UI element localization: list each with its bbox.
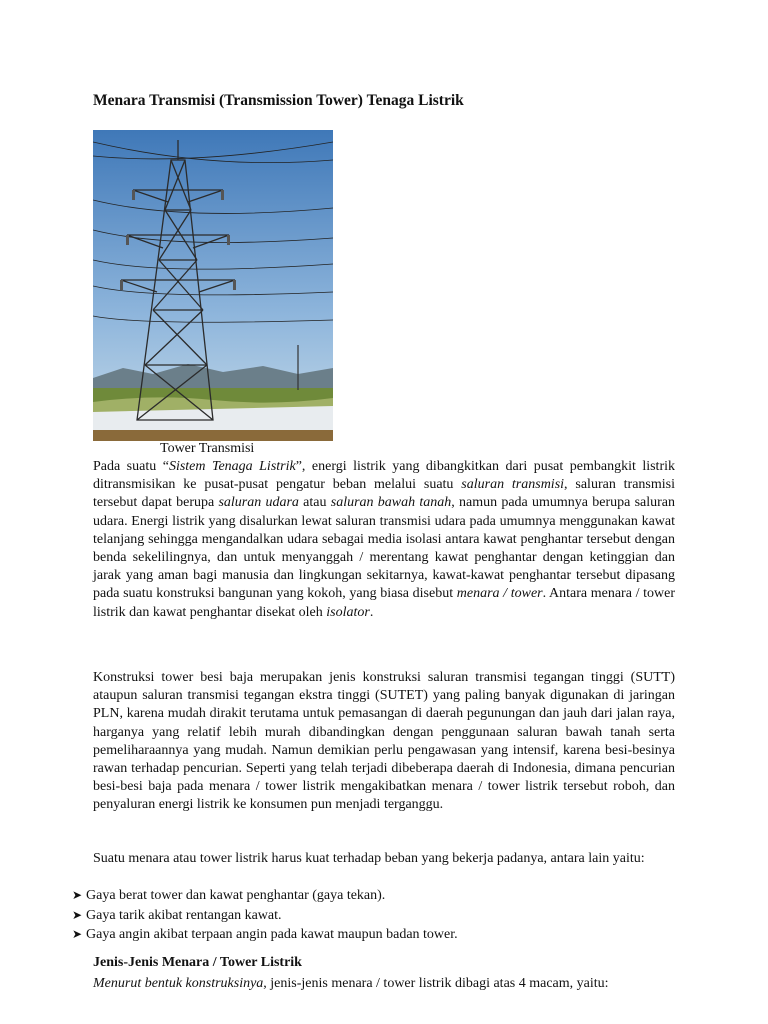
italic-term: saluran bawah tanah (330, 495, 452, 511)
text-run: , jenis-jenis menara / tower listrik dibagi atas 4 macam, yaitu: (263, 976, 609, 991)
italic-term: isolator (326, 604, 370, 620)
paragraph-types (93, 975, 675, 993)
arrow-bullet-icon: ➤ (72, 907, 83, 922)
text-run: , namun pada umumnya berupa saluran udara. Energi listrik yang disalurkan lewat saluran transmisi udara pada umumnya menggunakan kawat telanjang sehingga mengandalkan udara sebagai media isolasi antara kawat penghantar tersebut dengan benda sekelilingnya, dan untuk menyanggah / merentang kawat penghantar dengan ketinggian dan jarak yang aman bagi manusia dan lingkungan sekitarnya, kawat-kawat penghantar tersebut dipasang pada suatu konstruksi bangunan yang kokoh, yang biasa disebut (93, 495, 675, 602)
arrow-bullet-icon: ➤ (72, 927, 83, 942)
text-run: . Antara menara / tower listrik dan kawat penghantar disekat oleh (93, 586, 675, 620)
tower-photo (93, 130, 333, 441)
text-run: ”, energi listrik yang dibangkitkan dari pusat pembangkit listrik ditransmisikan ke pusat-pusat pengatur beban melalui suatu (93, 459, 675, 493)
italic-term: saluran transmisi (461, 477, 565, 493)
paragraph-intro (93, 458, 675, 622)
italic-term: saluran udara (218, 495, 299, 511)
italic-term: Menurut bentuk konstruksinya (93, 976, 264, 991)
paragraph-loads: Suatu menara atau tower listrik harus kuat terhadap beban yang bekerja padanya, antara lain yaitu: (93, 851, 645, 866)
list-item (72, 906, 458, 926)
list-item-text: Gaya tarik akibat rentangan kawat. (86, 907, 282, 923)
text-run: atau (298, 495, 331, 511)
italic-term: Sistem Tenaga Listrik (168, 459, 296, 474)
paragraph-construction: Konstruksi tower besi baja merupakan jenis konstruksi saluran transmisi tegangan tinggi (SUTT) ataupun saluran transmisi tegangan ekstra tinggi (SUTET) yang paling banyak digunakan di jaringan PLN, karena mudah dirakit terutama untuk pemasangan di daerah pegunungan dan jauh dari jalan raya, harganya yang relatif lebih murah dibandingkan dengan penggunaan saluran bawah tanah serta pemeliharaannya yang mudah. Namun demikian perlu pengawasan yang intensif, karena besi-besinya rawan terhadap pencurian. Seperti yang telah terjadi dibeberapa daerah di Indonesia, dimana pencurian besi-besi baja pada menara / tower listrik mengakibatkan menara / tower listrik tersebut roboh, dan penyaluran energi listrik ke konsumen pun menjadi terganggu. (93, 670, 675, 813)
list-item (72, 925, 458, 945)
figure-caption: Tower Transmisi (160, 441, 255, 456)
text-run: , saluran transmisi tersebut dapat berupa (93, 477, 675, 511)
list-item-text: Gaya berat tower dan kawat penghantar (gaya tekan). (86, 888, 386, 903)
section-heading: Jenis-Jenis Menara / Tower Listrik (93, 955, 302, 970)
arrow-bullet-icon: ➤ (72, 888, 83, 902)
text-run: Pada suatu “ (93, 459, 169, 474)
list-item (72, 886, 458, 906)
italic-term: menara / tower (456, 586, 543, 602)
load-list (72, 886, 458, 945)
document-title: Menara Transmisi (Transmission Tower) Tenaga Listrik (93, 92, 464, 109)
text-run: . (369, 604, 374, 620)
list-item-text: Gaya angin akibat terpaan angin pada kawat maupun badan tower. (86, 927, 458, 943)
